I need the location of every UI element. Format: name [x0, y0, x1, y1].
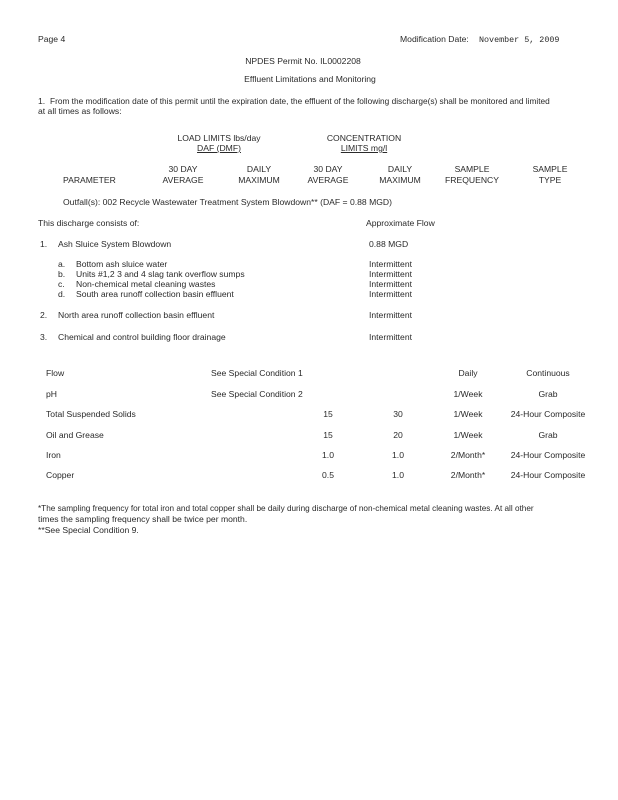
discharge-item-number: 2. — [40, 310, 48, 320]
page-number: Page 4 — [38, 34, 66, 44]
permit-title: NPDES Permit No. IL0002208 — [245, 56, 361, 66]
parameter-note: See Special Condition 1 — [211, 368, 303, 378]
section-title: Effluent Limitations and Monitoring — [244, 74, 376, 84]
load-limits-subheading: DAF (DMF) — [197, 143, 241, 153]
parameter-frequency: 1/Week — [453, 430, 483, 440]
discharge-subitem-letter: a. — [58, 259, 66, 269]
concentration-subheading: LIMITS mg/l — [340, 143, 388, 153]
column-header-conc-daily: DAILY — [387, 164, 413, 174]
outfall-description: Outfall(s): 002 Recycle Wastewater Treatment System Blowdown** (DAF = 0.88 MGD) — [63, 197, 392, 207]
load-limits-heading: LOAD LIMITS lbs/day — [177, 133, 261, 143]
modification-date: November 5, 2009 — [479, 35, 560, 45]
modification-label: Modification Date: — [400, 34, 469, 44]
discharge-item-label: Chemical and control building floor drainage — [58, 332, 226, 342]
concentration-heading: CONCENTRATION — [326, 133, 402, 143]
parameter-frequency: 2/Month* — [450, 450, 486, 460]
discharge-subitem-letter: c. — [58, 279, 65, 289]
parameter-daily-maximum: 1.0 — [392, 470, 404, 480]
column-header-sample-frequency-sub: FREQUENCY — [445, 175, 499, 185]
column-header-sample-type: SAMPLE — [532, 164, 568, 174]
column-header-sample-frequency: SAMPLE — [454, 164, 490, 174]
parameter-30day-average: 1.0 — [322, 450, 334, 460]
column-header-parameter: PARAMETER — [63, 175, 116, 185]
parameter-name: Oil and Grease — [46, 430, 104, 440]
footnote-special-condition: **See Special Condition 9. — [38, 525, 139, 535]
discharge-item-flow: Intermittent — [369, 310, 412, 320]
parameter-name: pH — [46, 389, 57, 399]
parameter-30day-average: 15 — [323, 409, 333, 419]
column-header-load-30day-sub: AVERAGE — [162, 175, 204, 185]
column-header-conc-daily-sub: MAXIMUM — [379, 175, 421, 185]
discharge-subitem-flow: Intermittent — [369, 279, 412, 289]
parameter-note: See Special Condition 2 — [211, 389, 303, 399]
parameter-name: Iron — [46, 450, 61, 460]
parameter-name: Copper — [46, 470, 75, 480]
parameter-name: Total Suspended Solids — [46, 409, 136, 419]
parameter-daily-maximum: 30 — [393, 409, 403, 419]
discharge-subitem-label: Units #1,2 3 and 4 slag tank overflow sumps — [76, 269, 245, 279]
parameter-frequency: 1/Week — [453, 389, 483, 399]
discharge-item-flow: 0.88 MGD — [369, 239, 409, 249]
parameter-sample-type: Grab — [538, 430, 558, 440]
intro-text-line1: From the modification date of this permit until the expiration date, the effluent of the following discharge(s) shall be monitored and limited — [50, 96, 550, 106]
parameter-sample-type: 24-Hour Composite — [510, 409, 586, 419]
column-header-load-30day: 30 DAY — [168, 164, 198, 174]
parameter-frequency: Daily — [458, 368, 478, 378]
footnote-iron-copper-cont: times the sampling frequency shall be twice per month. — [38, 514, 248, 524]
intro-text-line2: at all times as follows: — [38, 106, 122, 116]
parameter-daily-maximum: 1.0 — [392, 450, 404, 460]
parameter-sample-type: 24-Hour Composite — [510, 470, 586, 480]
discharge-item-number: 3. — [40, 332, 48, 342]
column-header-load-daily: DAILY — [246, 164, 272, 174]
parameter-sample-type: 24-Hour Composite — [510, 450, 586, 460]
discharge-subitem-flow: Intermittent — [369, 259, 412, 269]
approximate-flow-label: Approximate Flow — [366, 218, 435, 228]
intro-number: 1. — [38, 96, 46, 106]
footnote-iron-copper: *The sampling frequency for total iron and total copper shall be daily during discharge of non-chemical metal cleaning wastes. At all other — [38, 504, 534, 513]
column-header-load-daily-sub: MAXIMUM — [238, 175, 280, 185]
parameter-frequency: 1/Week — [453, 409, 483, 419]
column-header-conc-30day: 30 DAY — [313, 164, 343, 174]
discharge-item-number: 1. — [40, 239, 48, 249]
parameter-daily-maximum: 20 — [393, 430, 403, 440]
parameter-sample-type: Continuous — [526, 368, 570, 378]
discharge-subitem-flow: Intermittent — [369, 289, 412, 299]
parameter-sample-type: Grab — [538, 389, 558, 399]
parameter-frequency: 2/Month* — [450, 470, 486, 480]
column-header-conc-30day-sub: AVERAGE — [307, 175, 349, 185]
discharge-item-label: Ash Sluice System Blowdown — [58, 239, 172, 249]
column-header-sample-type-sub: TYPE — [538, 175, 562, 185]
parameter-30day-average: 0.5 — [322, 470, 334, 480]
parameter-30day-average: 15 — [323, 430, 333, 440]
discharge-subitem-letter: b. — [58, 269, 66, 279]
discharge-item-flow: Intermittent — [369, 332, 412, 342]
parameter-name: Flow — [46, 368, 65, 378]
discharge-consists-label: This discharge consists of: — [38, 218, 140, 228]
discharge-subitem-label: Bottom ash sluice water — [76, 259, 168, 269]
discharge-item-label: North area runoff collection basin effluent — [58, 310, 215, 320]
discharge-subitem-flow: Intermittent — [369, 269, 412, 279]
discharge-subitem-label: South area runoff collection basin effluent — [76, 289, 234, 299]
discharge-subitem-label: Non-chemical metal cleaning wastes — [76, 279, 216, 289]
discharge-subitem-letter: d. — [58, 289, 66, 299]
